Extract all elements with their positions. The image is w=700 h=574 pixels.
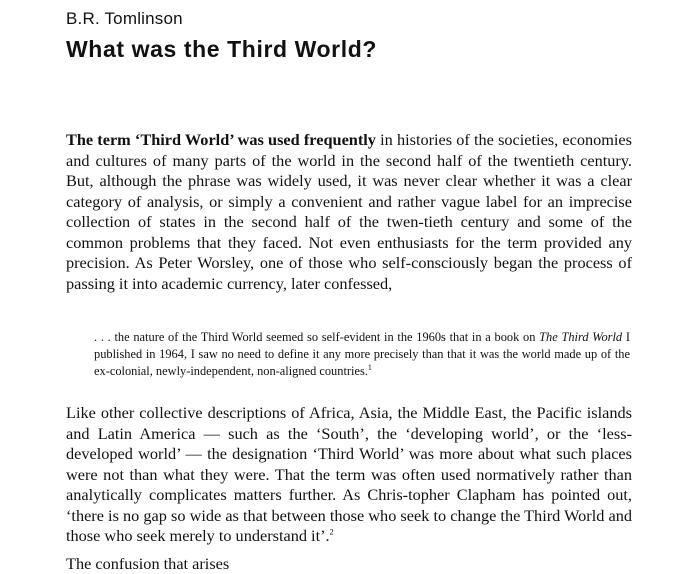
paragraph-2 <box>66 403 632 547</box>
partial-next-line-text: The confusion that arises <box>66 554 230 573</box>
partial-next-line <box>66 554 266 573</box>
paragraph-2-text: Like other collective descriptions of Africa, Asia, the Middle East, the Pacific islands and Latin America — such as the ‘South’, the ‘developing world’, or the ‘less-developed world’ — the designation ‘Third World’ was more about what such places were not than what they were. That the term was often used normatively rather than analytically complicates matters further. As Chris-topher Clapham has pointed out, ‘there is no gap so wide as that between those who seek to change the Third World and those who seek merely to understand it’. <box>66 403 632 545</box>
block-quote <box>94 329 630 380</box>
quote-text-after: I published in 1964, I saw no need to define it any more precisely than that it was the world made up of the ex-colonial, newly-independent, non-aligned countries. <box>94 330 630 378</box>
quote-book-title: The Third World <box>539 330 623 344</box>
footnote-marker-1: 1 <box>367 362 372 372</box>
author-name: B.R. Tomlinson <box>66 9 183 28</box>
paragraph-1 <box>66 130 632 294</box>
quote-text-before: . . . the nature of the Third World seemed so self-evident in the 1960s that in a book on <box>94 330 540 344</box>
paragraph-1-text: in histories of the societies, economies and cultures of many parts of the world in the second half of the twentieth century. But, although the phrase was widely used, it was never clear whether it was a clear category of analysis, or simply a convenient and rather vague label for an imprecise collection of states in the second half of the twen-tieth century and some of the common problems that they faced. Not even enthusiasts for the term provided any precision. As Peter Worsley, one of those who self-consciously began the process of passing it into academic currency, later confessed, <box>66 130 632 293</box>
footnote-marker-2: 2 <box>329 527 334 537</box>
paragraph-1-lead: The term ‘Third World’ was used frequently <box>66 130 376 149</box>
article-title: What was the Third World? <box>66 36 378 62</box>
